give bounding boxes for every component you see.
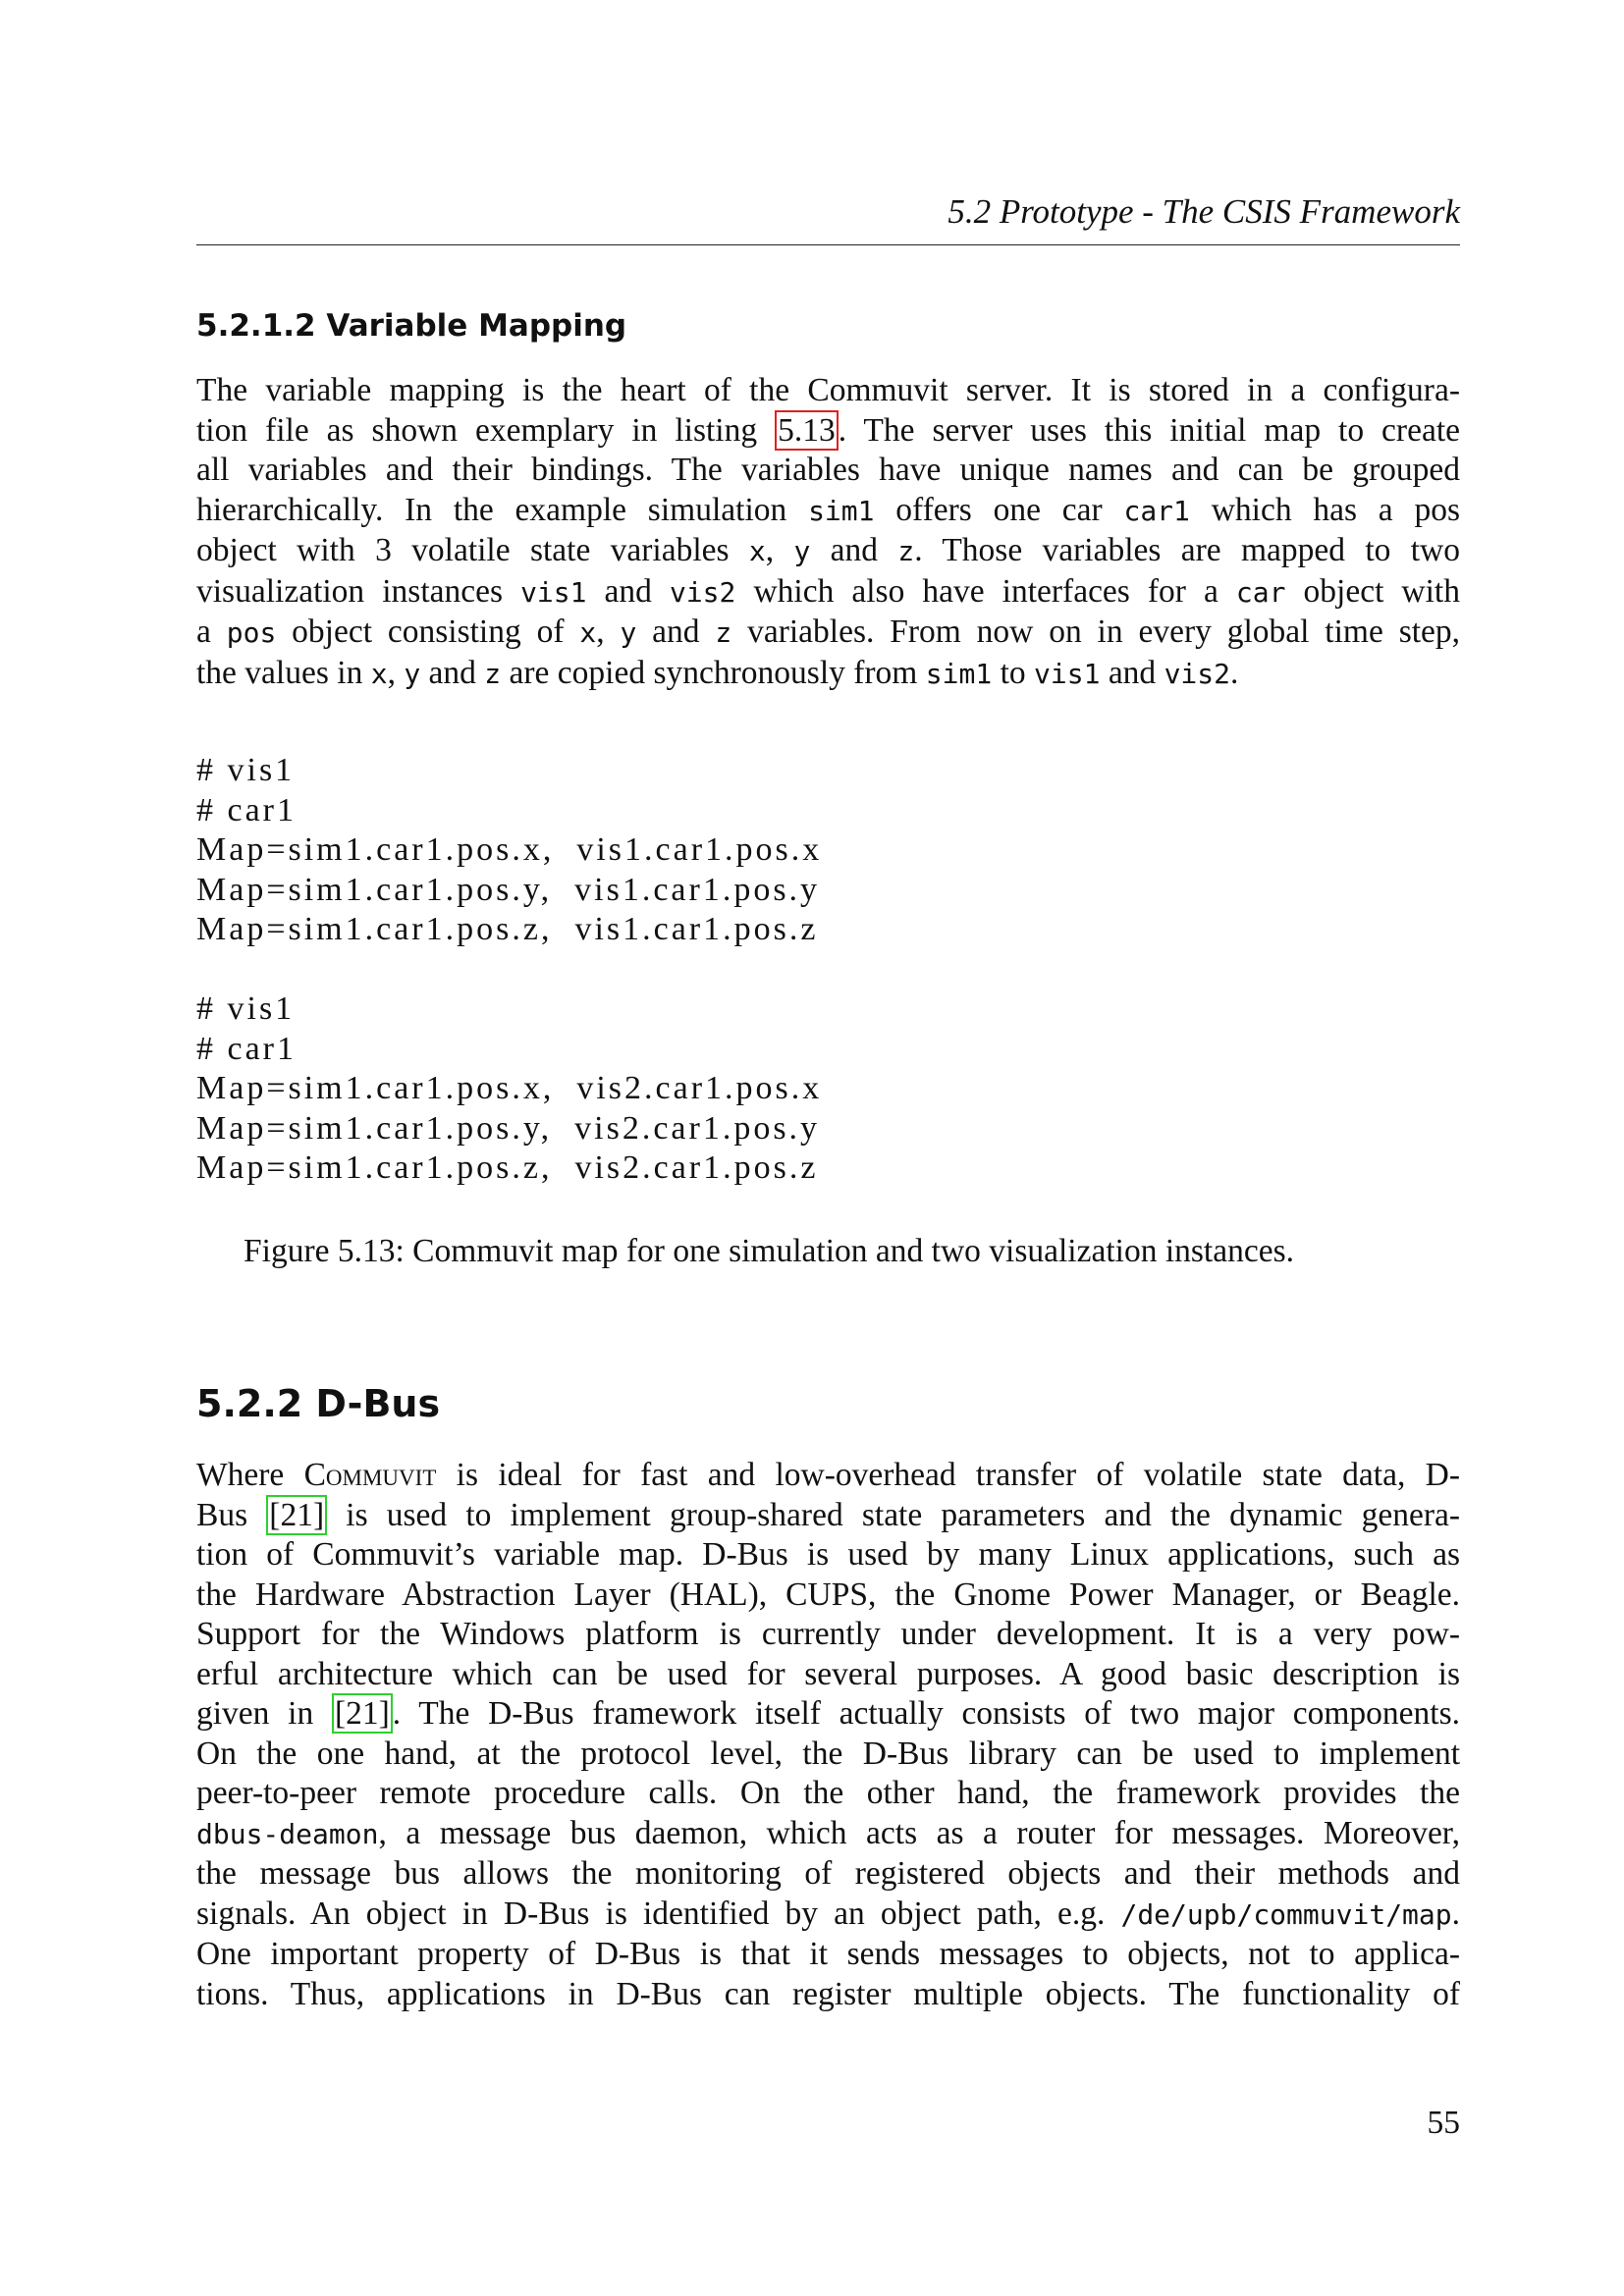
page-number: 55: [1427, 2105, 1460, 2141]
paragraph-dbus: [196, 1456, 1460, 2014]
inline-code: sim1: [808, 494, 875, 527]
smallcaps-name: Commuvit: [303, 1457, 437, 1493]
document-page: [196, 0, 1460, 2296]
listing-reference-link[interactable]: 5.13: [775, 410, 839, 451]
text-line: the message bus allows the monitoring of registered objects and their methods and: [196, 1855, 1460, 1892]
text-line: tion file as shown exemplary in listing 5.13. The server uses this initial map to create: [196, 411, 1460, 449]
figure-caption: Figure 5.13: Commuvit map for one simulation and two visualization instances.: [244, 1233, 1294, 1269]
text-line: hierarchically. In the example simulation sim1 offers one car car1 which has a pos: [196, 491, 1461, 528]
citation-link[interactable]: [21]: [266, 1495, 327, 1535]
inline-code: vis1: [1034, 657, 1101, 690]
listing-line: Map=sim1.car1.pos.z, vis2.car1.pos.z: [196, 1149, 819, 1186]
running-head: 5.2 Prototype - The CSIS Framework: [947, 192, 1460, 231]
inline-code: x: [748, 535, 766, 567]
listing-blank-line: [196, 950, 822, 990]
inline-code: vis1: [520, 575, 587, 609]
citation-link[interactable]: [21]: [332, 1693, 393, 1734]
text-line: a pos object consisting of x, y and z variables. From now on in every global time step,: [196, 614, 1461, 650]
inline-code: pos: [226, 616, 277, 649]
inline-code: y: [404, 657, 421, 690]
inline-code: /de/upb/commuvit/map: [1120, 1897, 1452, 1931]
subsubsection-title: 5.2.1.2 Variable Mapping: [196, 308, 627, 344]
listing-line: # vis1: [196, 752, 296, 788]
paragraph-variable-mapping: [196, 371, 1460, 694]
inline-code: x: [370, 657, 388, 690]
inline-code: vis2: [1164, 657, 1230, 690]
text-line: the Hardware Abstraction Layer (HAL), CUPS, the Gnome Power Manager, or Beagle.: [196, 1575, 1460, 1613]
inline-code: z: [715, 616, 732, 649]
inline-code: sim1: [925, 657, 993, 690]
text-line: Support for the Windows platform is currently under development. It is a very pow-: [196, 1616, 1460, 1652]
inline-code: y: [793, 535, 811, 567]
code-listing: [196, 751, 822, 1189]
inline-code: car1: [1123, 494, 1190, 527]
text-line: dbus-deamon, a message bus daemon, which acts as a router for messages. Moreover,: [196, 1814, 1460, 1851]
inline-code: x: [579, 616, 597, 649]
inline-code: y: [620, 616, 637, 649]
text-line: signals. An object in D-Bus is identified by an object path, e.g. /de/upb/commuvit/map.: [196, 1895, 1460, 1932]
inline-code: dbus-deamon: [196, 1817, 379, 1850]
text-line: tion of Commuvit’s variable map. D-Bus is used by many Linux applications, such as: [196, 1536, 1460, 1573]
text-line: The variable mapping is the heart of the Commuvit server. It is stored in a configura-: [196, 372, 1460, 408]
text-line: Bus [21] is used to implement group-shared state parameters and the dynamic genera-: [196, 1496, 1461, 1533]
text-line: the values in x, y and z are copied synchronously from sim1 to vis1 and vis2.: [196, 654, 1239, 691]
inline-code: z: [484, 657, 502, 690]
section-title: 5.2.2 D-Bus: [196, 1382, 441, 1425]
text-line: On the one hand, at the protocol level, the D-Bus library can be used to implement: [196, 1735, 1460, 1772]
text-line: object with 3 volatile state variables x, y and z. Those variables are mapped to two: [196, 532, 1460, 568]
listing-line: Map=sim1.car1.pos.y, vis2.car1.pos.y: [196, 1109, 821, 1147]
header-rule: [196, 244, 1460, 245]
listing-line: # vis1: [196, 990, 296, 1027]
listing-line: # car1: [196, 1030, 298, 1067]
text-line: all variables and their bindings. The variables have unique names and can be grouped: [196, 452, 1460, 488]
text-line: given in [21]. The D-Bus framework itself actually consists of two major components.: [196, 1695, 1461, 1732]
text-line: peer-to-peer remote procedure calls. On the other hand, the framework provides the: [196, 1775, 1460, 1811]
listing-line: Map=sim1.car1.pos.y, vis1.car1.pos.y: [196, 871, 821, 908]
inline-code: z: [897, 535, 915, 567]
text-line: tions. Thus, applications in D-Bus can register multiple objects. The functionality of: [196, 1975, 1460, 2012]
listing-line: Map=sim1.car1.pos.x, vis2.car1.pos.x: [196, 1070, 823, 1106]
text-line: One important property of D-Bus is that it sends messages to objects, not to applica-: [196, 1936, 1460, 1972]
text-line: Where Commuvit is ideal for fast and low-overhead transfer of volatile state data, D-: [196, 1457, 1461, 1493]
listing-line: Map=sim1.car1.pos.x, vis1.car1.pos.x: [196, 831, 823, 868]
text-line: visualization instances vis1 and vis2 which also have interfaces for a car object with: [196, 572, 1460, 610]
inline-code: vis2: [669, 575, 736, 609]
text-line: erful architecture which can be used for several purposes. A good basic description is: [196, 1655, 1460, 1692]
listing-line: Map=sim1.car1.pos.z, vis1.car1.pos.z: [196, 911, 819, 947]
inline-code: car: [1235, 575, 1286, 609]
listing-line: # car1: [196, 791, 298, 828]
